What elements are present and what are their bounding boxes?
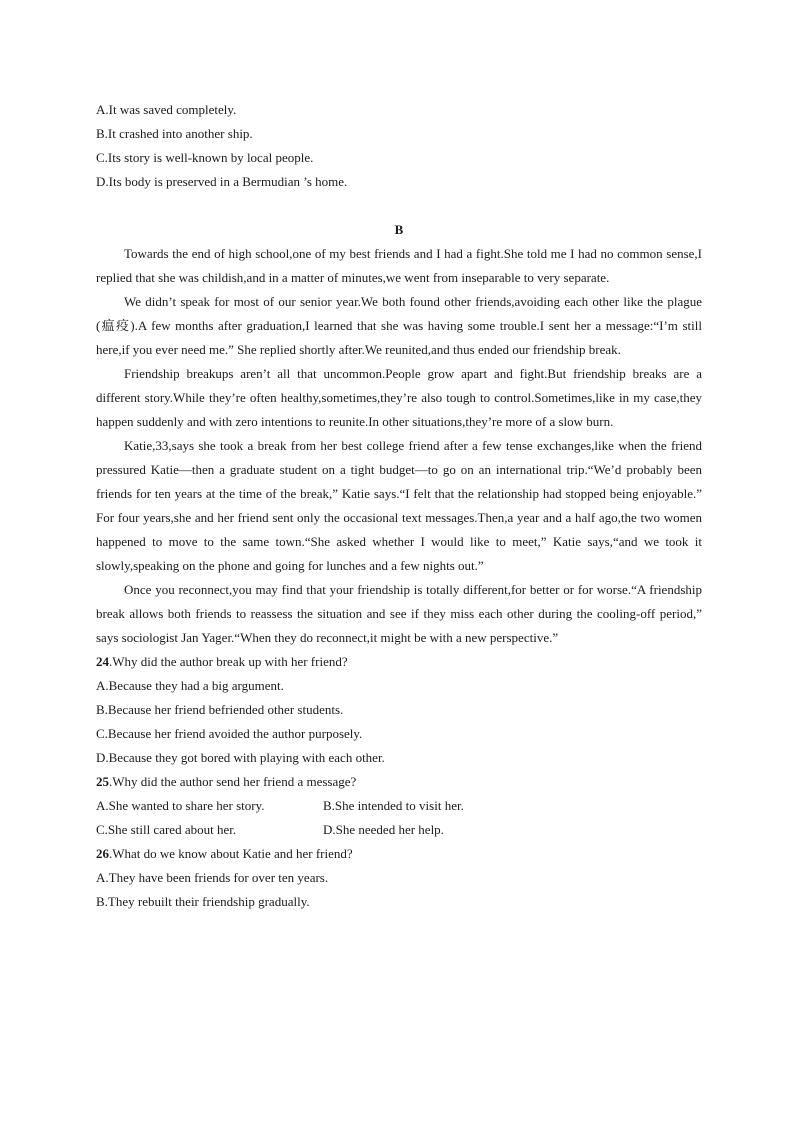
option-d: D.Its body is preserved in a Bermudian ’s home. bbox=[96, 174, 348, 189]
option-d: D.Because they got bored with playing with each other. bbox=[96, 750, 385, 765]
question-text: .What do we know about Katie and her friend? bbox=[109, 846, 353, 861]
question-number: 26 bbox=[96, 846, 109, 861]
option-a: A.She wanted to share her story. bbox=[96, 798, 265, 813]
option-a: A.Because they had a big argument. bbox=[96, 678, 284, 693]
passage bbox=[96, 242, 702, 650]
paragraph: Friendship breakups aren’t all that uncommon.People grow apart and fight.But friendship breaks are a different story.While they’re often healthy,sometimes,they’re also tough to control.Sometimes,like in my case,they happen suddenly and with zero intentions to reunite.In other situations,they’re more of a slow burn. bbox=[96, 366, 702, 429]
paragraph: We didn’t speak for most of our senior year.We both found other friends,avoiding each other like the plague (瘟疫).A few months after graduation,I learned that she was having some trouble.I sent her a message:“I’m still here,if you ever need me.” She replied shortly after.We reunited,and thus ended our friendship break. bbox=[96, 294, 702, 357]
question-24 bbox=[96, 650, 702, 770]
option-b: B.Because her friend befriended other students. bbox=[96, 702, 344, 717]
previous-question-options bbox=[96, 98, 702, 194]
option-c: C.Its story is well-known by local people. bbox=[96, 150, 314, 165]
question-number: 25 bbox=[96, 774, 109, 789]
option-b: B.It crashed into another ship. bbox=[96, 126, 253, 141]
option-d: D.She needed her help. bbox=[323, 822, 444, 837]
options-row bbox=[96, 794, 702, 818]
section-title: B bbox=[394, 222, 404, 237]
paragraph: Katie,33,says she took a break from her best college friend after a few tense exchanges,like when the friend pressured Katie—then a graduate student on a tight budget—to go on an international trip.“We’d probably been friends for ten years at the time of the break,” Katie says.“I felt that the relationship had stopped being enjoyable.” For four years,she and her friend sent only the occasional text messages.Then,a year and a half ago,the two women happened to move to the same town.“She asked whether I would like to meet,” Katie says,“and we took it slowly,speaking on the phone and going for lunches and a few nights out.” bbox=[96, 438, 702, 573]
paragraph: Towards the end of high school,one of my best friends and I had a fight.She told me I had no common sense,I replied that she was childish,and in a matter of minutes,we went from inseparable to very separate. bbox=[96, 246, 702, 285]
option-c: C.She still cared about her. bbox=[96, 822, 237, 837]
question-text: .Why did the author send her friend a message? bbox=[109, 774, 357, 789]
document-page bbox=[96, 98, 702, 914]
question-text: .Why did the author break up with her friend? bbox=[109, 654, 348, 669]
question-26 bbox=[96, 842, 702, 914]
option-b: B.She intended to visit her. bbox=[323, 798, 464, 813]
option-c: C.Because her friend avoided the author purposely. bbox=[96, 726, 363, 741]
question-25 bbox=[96, 770, 702, 842]
paragraph: Once you reconnect,you may find that your friendship is totally different,for better or for worse.“A friendship break allows both friends to reassess the situation and see if they miss each other during the cooling-off period,” says sociologist Jan Yager.“When they do reconnect,it might be with a new perspective.” bbox=[96, 582, 702, 645]
options-row bbox=[96, 818, 702, 842]
question-number: 24 bbox=[96, 654, 109, 669]
question-stem bbox=[96, 770, 702, 794]
option-a: A.It was saved completely. bbox=[96, 102, 237, 117]
option-a: A.They have been friends for over ten years. bbox=[96, 870, 329, 885]
question-stem bbox=[96, 650, 702, 674]
question-stem bbox=[96, 842, 702, 866]
option-b: B.They rebuilt their friendship gradually. bbox=[96, 894, 310, 909]
